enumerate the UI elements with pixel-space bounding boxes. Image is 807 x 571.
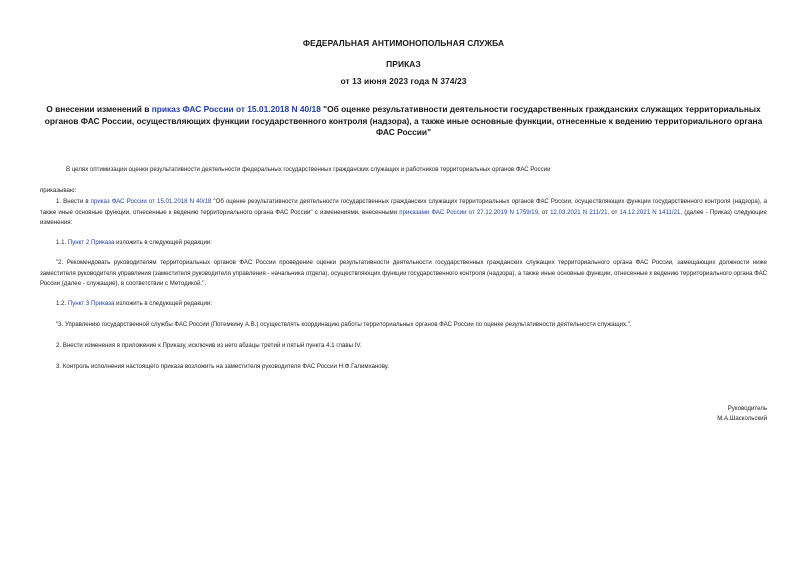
item-1-2-paragraph	[56, 299, 756, 310]
item-1-tail: , (далее - Приказ) следующие изменения:	[40, 208, 767, 227]
item-1-order-link[interactable]: приказ ФАС России от 15.01.2018 N 40/18	[90, 198, 212, 205]
order-date-number: от 13 июня 2023 года N 374/23	[340, 76, 467, 86]
item-1-sep-2: , от	[607, 208, 620, 216]
item-1-paragraph	[40, 197, 767, 229]
item-1-amend-link-2021-03[interactable]: 12.03.2021 N 211/21	[550, 208, 608, 216]
item-2-paragraph: 2. Внести изменения в приложение к Приказу, исключив из него абзацы третий и пятый пункта 4.1 главы IV.	[56, 342, 362, 349]
item-1-1-tail: изложить в следующей редакции:	[114, 239, 212, 246]
doc-type-heading: ПРИКАЗ	[386, 59, 421, 69]
signatory-position: Руководитель	[727, 405, 767, 412]
item-1-2-lead: 1.2.	[56, 300, 68, 307]
title-order-link[interactable]: приказ ФАС России от 15.01.2018 N 40/18	[151, 104, 321, 114]
item-1-amend-link-2021-12[interactable]: 14.12.2021 N 1411/21	[619, 208, 681, 216]
document-title	[38, 104, 769, 139]
quote-point-2-text: "2. Рекомендовать руководителям территориальных органов ФАС России проведение оценки результативности деятельности государственных гражданских служащих территориального органа ФАС России, замещающих должности ниже заместителя руководителя управления (заместителя руководителя управления - начальника отдела), осуществляющих функции государственного контроля (надзора), а также иные основные функции, отнесенные к ведению территориального органа ФАС России (далее - служащие), в соответствии с Методикой.".	[40, 259, 767, 288]
item-3-paragraph: 3. Контроль исполнения настоящего приказа возложить на заместителя руководителя ФАС России Н.Ф.Галимханову.	[56, 363, 389, 370]
item-1-amend-link-2019[interactable]: приказами ФАС России от 27.12.2019 N 1759/19	[399, 208, 539, 216]
title-prefix: О внесении изменений в	[46, 104, 152, 114]
item-1-2-tail: изложить в следующей редакции:	[114, 300, 212, 307]
item-1-sep-1: , от	[538, 208, 551, 216]
item-1-2-link[interactable]: Пункт 3 Приказа	[67, 300, 115, 307]
signatory-name: М.А.Шаскольский	[717, 415, 767, 422]
title-suffix: "Об оценке результативности деятельности государственных гражданских служащих территориальных органов ФАС России, осуществляющих функции государственного контроля (надзора), а также иные основные функции, отнесенные к ведению территориального органа ФАС России"	[44, 104, 763, 137]
quote-point-2	[40, 258, 767, 290]
quote-point-3: "3. Управлению государственной службы ФАС России (Потемкину А.В.) осуществлять координацию работы территориальных органов ФАС России по оценке результативности деятельности служащих.".	[56, 321, 632, 328]
item-1-1-lead: 1.1.	[56, 239, 68, 246]
item-1-lead: 1. Внести в	[56, 198, 91, 205]
item-1-1-paragraph	[56, 238, 756, 249]
ordered-paragraph: приказываю:	[40, 187, 77, 194]
item-1-text: "Об оценке результативности деятельности государственных гражданских служащих территориальных органов ФАС России, осуществляющих функции государственного контроля (надзора), а также иные основные функции, отнесенные к ведению территориального органа ФАС России" с изменениями, внесенными	[40, 198, 767, 216]
item-1-1-link[interactable]: Пункт 2 Приказа	[67, 239, 115, 246]
intro-paragraph: В целях оптимизации оценки результативности деятельности федеральных государственных гражданских служащих и работников территориальных органов ФАС России	[66, 166, 551, 173]
agency-heading: ФЕДЕРАЛЬНАЯ АНТИМОНОПОЛЬНАЯ СЛУЖБА	[302, 38, 505, 48]
